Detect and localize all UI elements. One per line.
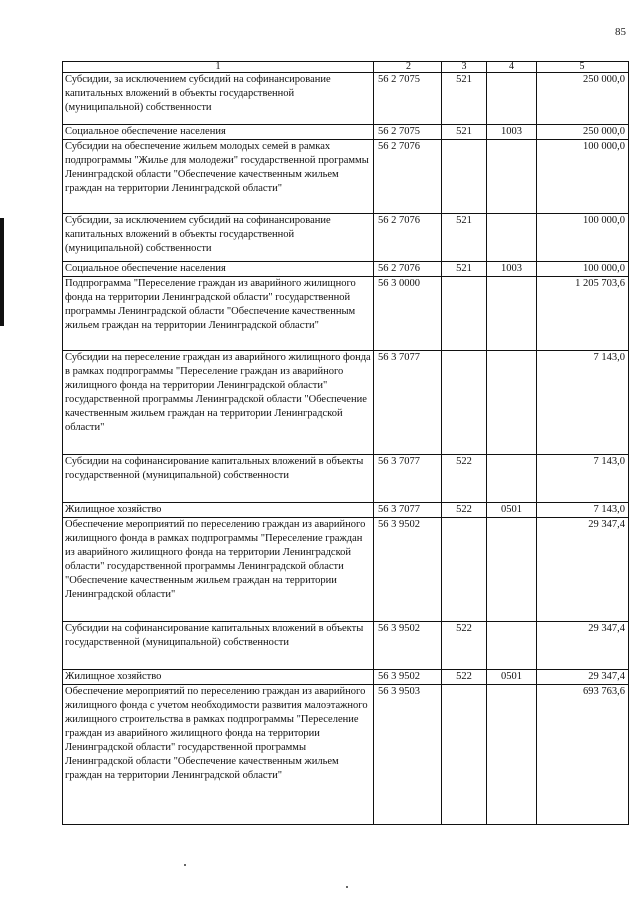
row-target-code: 56 3 7077: [374, 351, 442, 455]
row-name: Субсидии на софинансирование капитальных вложений в объекты государственной (муниципальной) собственности: [63, 455, 374, 503]
row-target-code: 56 2 7075: [374, 125, 442, 140]
header-col-2: 2: [374, 62, 442, 73]
row-expense-type: [442, 351, 487, 455]
row-amount: 29 347,4: [537, 622, 629, 670]
row-section-code: [487, 685, 537, 825]
table-row: [63, 140, 629, 214]
row-expense-type: [442, 140, 487, 214]
row-section-code: 0501: [487, 670, 537, 685]
page-number: 85: [615, 26, 626, 38]
table-row: [63, 455, 629, 503]
row-name: Социальное обеспечение населения: [63, 262, 374, 277]
row-expense-type: 522: [442, 622, 487, 670]
row-amount: 7 143,0: [537, 503, 629, 518]
row-target-code: 56 3 7077: [374, 503, 442, 518]
row-name: Субсидии на переселение граждан из аварийного жилищного фонда в рамках подпрограммы "Переселение граждан из аварийного жилищного фонда на территории Ленинградской области" государственной программы Ленинградской области "Обеспечение качественным жильем граждан на территории Ленинградской области": [63, 351, 374, 455]
scan-speck: [346, 886, 348, 888]
row-section-code: [487, 277, 537, 351]
row-section-code: 1003: [487, 125, 537, 140]
row-expense-type: 522: [442, 503, 487, 518]
scan-speck: [184, 864, 186, 866]
row-section-code: [487, 622, 537, 670]
row-expense-type: [442, 685, 487, 825]
table-row: [63, 503, 629, 518]
row-section-code: [487, 73, 537, 125]
row-amount: 29 347,4: [537, 670, 629, 685]
row-amount: 100 000,0: [537, 262, 629, 277]
row-section-code: 1003: [487, 262, 537, 277]
row-name: Обеспечение мероприятий по переселению граждан из аварийного жилищного фонда с учетом необходимости развития малоэтажного жилищного строительства в рамках подпрограммы "Переселение граждан из аварийного жилищного фонда на территории Ленинградской области" государственной программы Ленинградской области "Обеспечение качественным жильем граждан на территории Ленинградской области": [63, 685, 374, 825]
row-section-code: [487, 518, 537, 622]
header-col-3: 3: [442, 62, 487, 73]
binding-margin-mark: [0, 218, 4, 326]
row-expense-type: [442, 277, 487, 351]
row-target-code: 56 2 7075: [374, 73, 442, 125]
row-target-code: 56 3 9502: [374, 518, 442, 622]
row-name: Субсидии, за исключением субсидий на софинансирование капитальных вложений в объекты государственной (муниципальной) собственности: [63, 73, 374, 125]
table-row: [63, 351, 629, 455]
row-section-code: [487, 140, 537, 214]
table-row: [63, 277, 629, 351]
row-target-code: 56 3 9503: [374, 685, 442, 825]
table-row: [63, 518, 629, 622]
row-name: Жилищное хозяйство: [63, 670, 374, 685]
row-name: Субсидии на обеспечение жильем молодых семей в рамках подпрограммы "Жилье для молодежи" государственной программы Ленинградской области "Обеспечение качественным жильем граждан на территории Ленинградской области": [63, 140, 374, 214]
table-header-row: [63, 62, 629, 73]
row-name: Жилищное хозяйство: [63, 503, 374, 518]
row-target-code: 56 3 7077: [374, 455, 442, 503]
row-amount: 7 143,0: [537, 455, 629, 503]
header-col-4: 4: [487, 62, 537, 73]
row-section-code: [487, 214, 537, 262]
row-expense-type: 521: [442, 73, 487, 125]
row-name: Субсидии, за исключением субсидий на софинансирование капитальных вложений в объекты государственной (муниципальной) собственности: [63, 214, 374, 262]
budget-allocation-table: [62, 61, 629, 825]
row-amount: 250 000,0: [537, 125, 629, 140]
row-amount: 250 000,0: [537, 73, 629, 125]
table-row: [63, 125, 629, 140]
row-expense-type: 521: [442, 214, 487, 262]
row-section-code: [487, 455, 537, 503]
row-target-code: 56 3 9502: [374, 622, 442, 670]
row-name: Подпрограмма "Переселение граждан из аварийного жилищного фонда на территории Ленинградской области" государственной программы Ленинградской области "Обеспечение качественным жильем граждан на территории Ленинградской области": [63, 277, 374, 351]
row-target-code: 56 3 0000: [374, 277, 442, 351]
row-target-code: 56 2 7076: [374, 214, 442, 262]
table-row: [63, 670, 629, 685]
row-amount: 1 205 703,6: [537, 277, 629, 351]
row-expense-type: 522: [442, 455, 487, 503]
table-row: [63, 685, 629, 825]
row-expense-type: 521: [442, 125, 487, 140]
table-row: [63, 622, 629, 670]
row-name: Обеспечение мероприятий по переселению граждан из аварийного жилищного фонда в рамках подпрограммы "Переселение граждан из аварийного жилищного фонда на территории Ленинградской области" государственной программы Ленинградской области "Обеспечение качественным жильем граждан на территории Ленинградской области": [63, 518, 374, 622]
table-row: [63, 73, 629, 125]
row-amount: 100 000,0: [537, 214, 629, 262]
row-expense-type: [442, 518, 487, 622]
row-amount: 29 347,4: [537, 518, 629, 622]
header-col-1: 1: [63, 62, 374, 73]
row-section-code: 0501: [487, 503, 537, 518]
row-amount: 100 000,0: [537, 140, 629, 214]
table-row: [63, 214, 629, 262]
row-name: Субсидии на софинансирование капитальных вложений в объекты государственной (муниципальной) собственности: [63, 622, 374, 670]
row-target-code: 56 2 7076: [374, 140, 442, 214]
row-target-code: 56 3 9502: [374, 670, 442, 685]
row-expense-type: 521: [442, 262, 487, 277]
header-col-5: 5: [537, 62, 629, 73]
row-expense-type: 522: [442, 670, 487, 685]
row-name: Социальное обеспечение населения: [63, 125, 374, 140]
row-amount: 7 143,0: [537, 351, 629, 455]
row-section-code: [487, 351, 537, 455]
row-target-code: 56 2 7076: [374, 262, 442, 277]
table-row: [63, 262, 629, 277]
row-amount: 693 763,6: [537, 685, 629, 825]
